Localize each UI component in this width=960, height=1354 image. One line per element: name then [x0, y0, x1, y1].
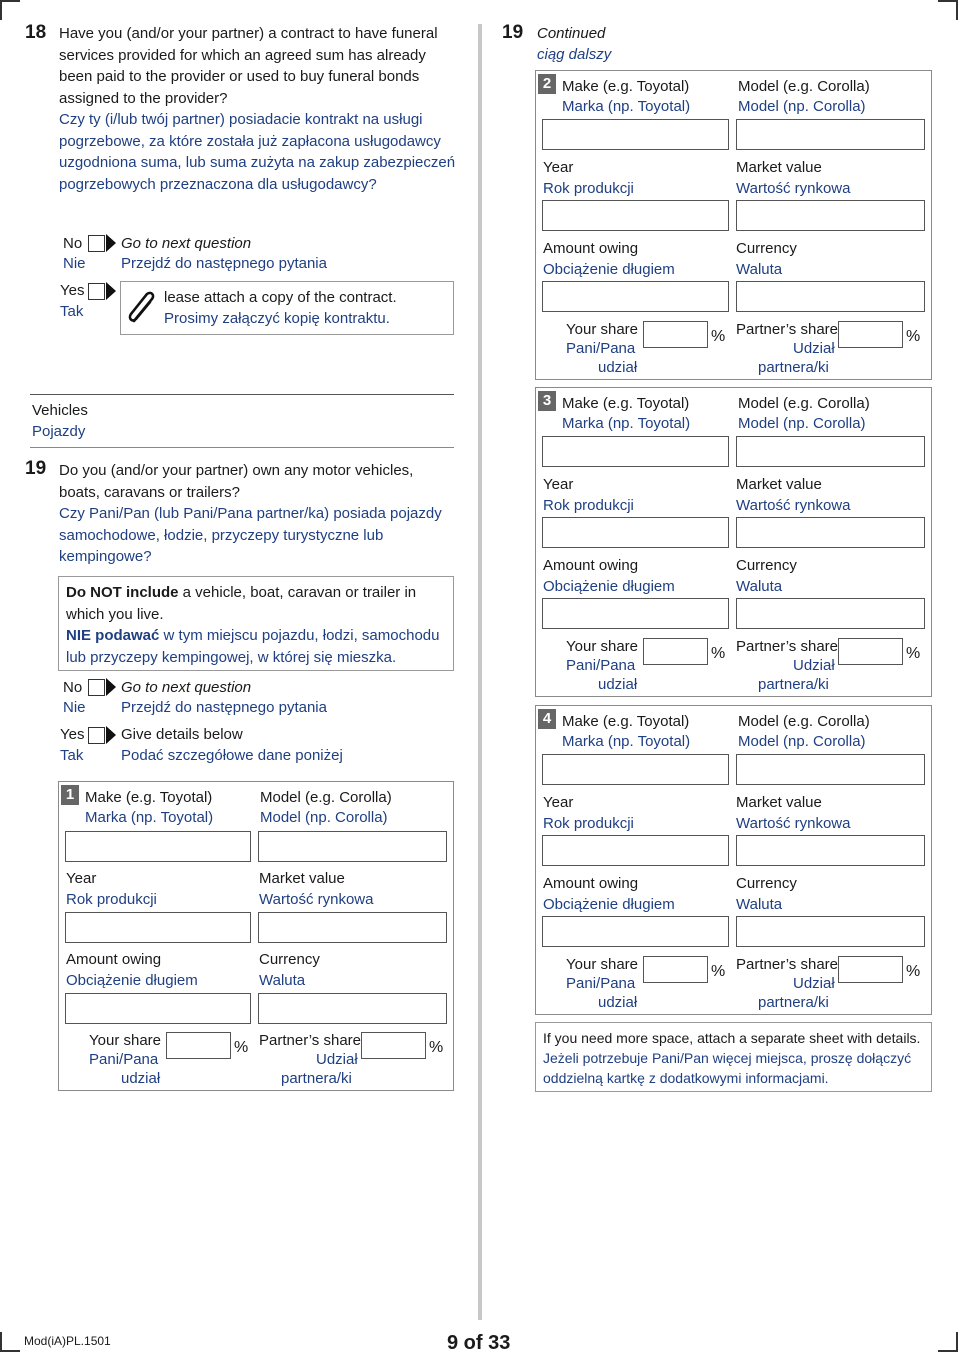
partner-share-input[interactable]: [838, 321, 903, 348]
year-input[interactable]: [542, 200, 729, 231]
amount-owing-input[interactable]: [65, 993, 251, 1024]
partner-share-label-pl: Udział: [793, 657, 835, 674]
amount-owing-input[interactable]: [542, 281, 729, 312]
market-value-label: Market value: [736, 476, 822, 493]
q18-no-label-pl: Nie: [63, 255, 86, 272]
vehicle-number-badge: 4: [538, 709, 556, 729]
amount-owing-label-pl: Obciążenie długiem: [543, 896, 675, 913]
year-input[interactable]: [542, 835, 729, 866]
model-label: Model (e.g. Corolla): [738, 78, 870, 95]
year-label-pl: Rok produkcji: [543, 497, 634, 514]
amount-owing-label: Amount owing: [543, 557, 639, 574]
partner-share-label-pl: Udział: [793, 975, 835, 992]
q19-yes-goto-pl: Podać szczegółowe dane poniżej: [121, 747, 343, 764]
make-label-pl: Marka (np. Toyotal): [562, 415, 691, 432]
market-value-label: Market value: [736, 159, 822, 176]
partner-share-label-pl: partnera/ki: [758, 994, 829, 1011]
q18-pl-line: Czy ty (i/lub twój partner) posiadacie kontrakt na usługi: [59, 111, 423, 128]
q19-note-en: [66, 582, 439, 604]
partner-share-label-pl: partnera/ki: [281, 1070, 352, 1087]
continued-label: Continued: [537, 25, 606, 42]
make-input[interactable]: [542, 754, 729, 785]
your-share-label: Your share: [566, 321, 638, 338]
make-input[interactable]: [542, 119, 729, 150]
q19-note-pl-rest: w tym miejscu pojazdu, łodzi, samochodu: [159, 627, 440, 644]
make-input[interactable]: [542, 436, 729, 467]
column-divider: [478, 24, 482, 1320]
make-label: Make (e.g. Toyotal): [562, 713, 690, 730]
q19-exclusion-text: [66, 582, 439, 668]
section-rule: [30, 447, 454, 448]
q19-note-en-bold: Do NOT include: [66, 584, 179, 601]
model-input[interactable]: [736, 436, 925, 467]
year-label: Year: [543, 476, 574, 493]
your-share-label-pl: udział: [598, 359, 638, 376]
year-label-pl: Rok produkcji: [66, 891, 157, 908]
currency-label: Currency: [736, 240, 797, 257]
q19-no-goto-pl: Przejdź do następnego pytania: [121, 699, 327, 716]
partner-share-input[interactable]: [838, 956, 903, 983]
paperclip-icon: [124, 285, 160, 329]
q18-pl-line: uzgodniona suma, lub suma zużyta na zakup zabezpieczeń: [59, 154, 456, 171]
model-label-pl: Model (np. Corolla): [738, 98, 866, 115]
your-share-input[interactable]: [643, 956, 708, 983]
q18-en-line: services provided for which an agreed sum has already: [59, 46, 426, 64]
your-share-label-pl: udział: [598, 676, 638, 693]
your-share-label: Your share: [89, 1032, 161, 1049]
q19-note-pl-bold: NIE podawać: [66, 627, 160, 644]
amount-owing-label: Amount owing: [543, 875, 639, 892]
q19-yes-goto: Give details below: [121, 726, 243, 743]
vehicle-number-badge: 3: [538, 391, 556, 411]
currency-input[interactable]: [736, 281, 925, 312]
q18-en-line: Have you (and/or your partner) a contract to have funeral: [59, 25, 438, 42]
crop-mark: [0, 1332, 2, 1352]
q19-no-goto: Go to next question: [121, 679, 252, 696]
partner-share-label: Partner’s share: [259, 1032, 361, 1049]
partner-share-label: Partner’s share: [736, 638, 838, 655]
q18-no-label: No: [63, 235, 83, 252]
continued-label-pl: ciąg dalszy: [537, 46, 612, 63]
amount-owing-label-pl: Obciążenie długiem: [543, 261, 675, 278]
q18-no-goto-pl: Przejdź do następnego pytania: [121, 255, 327, 272]
partner-share-label-pl: partnera/ki: [758, 359, 829, 376]
your-share-label-pl: udział: [121, 1070, 161, 1087]
partner-share-label: Partner’s share: [736, 321, 838, 338]
percent-sign: %: [711, 328, 726, 345]
market-value-input[interactable]: [736, 200, 925, 231]
more-space-text: If you need more space, attach a separate sheet with details.: [543, 1030, 921, 1046]
vehicle-number-badge: 2: [538, 74, 556, 94]
currency-label-pl: Waluta: [259, 972, 306, 989]
q19-pl-line: Czy Pani/Pan (lub Pani/Pana partner/ka) posiada pojazdy: [59, 505, 442, 522]
make-label: Make (e.g. Toyotal): [562, 78, 690, 95]
year-label-pl: Rok produkcji: [543, 815, 634, 832]
q19-no-label-pl: Nie: [63, 699, 86, 716]
market-value-label-pl: Wartość rynkowa: [259, 891, 374, 908]
percent-sign: %: [906, 328, 921, 345]
model-label-pl: Model (np. Corolla): [738, 733, 866, 750]
currency-label: Currency: [259, 951, 320, 968]
q18-yes-label: Yes: [60, 282, 85, 299]
amount-owing-label: Amount owing: [543, 240, 639, 257]
percent-sign: %: [711, 645, 726, 662]
arrow-icon: [106, 234, 116, 252]
vehicle-panel-4: [535, 705, 932, 1015]
q18-attach-text-pl: Prosimy załączyć kopię kontraktu.: [164, 310, 390, 327]
market-value-label-pl: Wartość rynkowa: [736, 497, 851, 514]
q19-yes-label: Yes: [60, 726, 85, 743]
percent-sign: %: [711, 963, 726, 980]
amount-owing-input[interactable]: [542, 916, 729, 947]
model-input[interactable]: [736, 119, 925, 150]
market-value-label-pl: Wartość rynkowa: [736, 815, 851, 832]
q19-no-label: No: [63, 679, 83, 696]
q19-text: [59, 460, 442, 568]
q19-en-line: Do you (and/or your partner) own any motor vehicles,: [59, 462, 414, 479]
your-share-label: Your share: [566, 638, 638, 655]
crop-mark: [956, 1332, 958, 1352]
arrow-icon: [106, 678, 116, 696]
more-space-text-pl: oddzielną kartkę z dodatkowymi informacjami.: [543, 1070, 829, 1086]
market-value-label: Market value: [259, 870, 345, 887]
model-label: Model (e.g. Corolla): [260, 789, 392, 806]
your-share-label-pl: Pani/Pana: [89, 1051, 159, 1068]
q18-no-checkbox[interactable]: [88, 235, 105, 252]
q18-attach-text: lease attach a copy of the contract.: [164, 289, 397, 306]
amount-owing-input[interactable]: [542, 598, 729, 629]
partner-share-label-pl: Udział: [316, 1051, 358, 1068]
year-label: Year: [66, 870, 97, 887]
q19-note-en-rest: a vehicle, boat, caravan or trailer in: [178, 584, 417, 601]
model-label: Model (e.g. Corolla): [738, 713, 870, 730]
model-input[interactable]: [258, 831, 447, 862]
vehicle-panel-1: [58, 781, 454, 1091]
partner-share-input[interactable]: [361, 1032, 426, 1059]
amount-owing-label: Amount owing: [66, 951, 162, 968]
make-label-pl: Marka (np. Toyotal): [85, 809, 214, 826]
model-label-pl: Model (np. Corolla): [260, 809, 388, 826]
market-value-input[interactable]: [258, 912, 447, 943]
currency-input[interactable]: [258, 993, 447, 1024]
section-rule: [30, 394, 454, 395]
model-label-pl: Model (np. Corolla): [738, 415, 866, 432]
section-title-vehicles-pl: Pojazdy: [32, 423, 86, 440]
currency-label-pl: Waluta: [736, 261, 783, 278]
arrow-icon: [106, 726, 116, 744]
make-label: Make (e.g. Toyotal): [562, 395, 690, 412]
question-number-19: 19: [25, 458, 47, 479]
question-number-18: 18: [25, 22, 47, 43]
q18-no-goto: Go to next question: [121, 235, 252, 252]
q18-en-line: assigned to the provider?: [59, 89, 228, 107]
your-share-label-pl: Pani/Pana: [566, 340, 636, 357]
your-share-label-pl: udział: [598, 994, 638, 1011]
q18-pl-line: pogrzebowe, za które została już zapłacona usługodawcy: [59, 132, 441, 150]
your-share-input[interactable]: [643, 638, 708, 665]
make-input[interactable]: [65, 831, 251, 862]
make-label: Make (e.g. Toyotal): [85, 789, 213, 806]
partner-share-label: Partner’s share: [736, 956, 838, 973]
q18-pl-line: pogrzebowych przeznaczona dla usługodawcy?: [59, 175, 377, 193]
market-value-input[interactable]: [736, 835, 925, 866]
your-share-label: Your share: [566, 956, 638, 973]
crop-mark: [938, 0, 958, 2]
page-number: 9 of 33: [447, 1332, 511, 1354]
year-input[interactable]: [542, 517, 729, 548]
model-input[interactable]: [736, 754, 925, 785]
vehicle-number-badge: 1: [61, 785, 79, 805]
amount-owing-label-pl: Obciążenie długiem: [66, 972, 198, 989]
partner-share-label-pl: Udział: [793, 340, 835, 357]
currency-input[interactable]: [736, 916, 925, 947]
make-label-pl: Marka (np. Toyotal): [562, 733, 691, 750]
q19-pl-line: kempingowe?: [59, 548, 152, 565]
year-input[interactable]: [65, 912, 251, 943]
your-share-input[interactable]: [643, 321, 708, 348]
currency-label: Currency: [736, 557, 797, 574]
market-value-label: Market value: [736, 794, 822, 811]
percent-sign: %: [234, 1039, 249, 1056]
q18-yes-label-pl: Tak: [60, 303, 84, 320]
model-label: Model (e.g. Corolla): [738, 395, 870, 412]
vehicle-panel-3: [535, 387, 932, 697]
amount-owing-label-pl: Obciążenie długiem: [543, 578, 675, 595]
currency-label-pl: Waluta: [736, 896, 783, 913]
q19-note-en-line2: which you live.: [66, 605, 164, 623]
your-share-input[interactable]: [166, 1032, 231, 1059]
crop-mark: [956, 0, 958, 20]
q18-yes-checkbox[interactable]: [88, 283, 105, 300]
crop-mark: [938, 1350, 958, 1352]
q19-note-pl-line2: lub przyczepy kempingowej, w której się mieszka.: [66, 648, 397, 666]
section-title-vehicles: Vehicles: [32, 402, 88, 419]
q19-yes-label-pl: Tak: [60, 747, 84, 764]
q19-no-checkbox[interactable]: [88, 679, 105, 696]
your-share-label-pl: Pani/Pana: [566, 975, 636, 992]
crop-mark: [0, 0, 2, 20]
year-label: Year: [543, 794, 574, 811]
q19-pl-line: samochodowe, łodzie, przyczepy turystyczne lub: [59, 526, 384, 544]
currency-label-pl: Waluta: [736, 578, 783, 595]
q18-text: [59, 23, 455, 195]
partner-share-label-pl: partnera/ki: [758, 676, 829, 693]
your-share-label-pl: Pani/Pana: [566, 657, 636, 674]
year-label: Year: [543, 159, 574, 176]
crop-mark: [0, 0, 20, 2]
percent-sign: %: [906, 645, 921, 662]
market-value-input[interactable]: [736, 517, 925, 548]
partner-share-input[interactable]: [838, 638, 903, 665]
currency-input[interactable]: [736, 598, 925, 629]
vehicle-panel-2: [535, 70, 932, 380]
q19-en-line: boats, caravans or trailers?: [59, 483, 240, 501]
form-code: Mod(iA)PL.1501: [24, 1334, 111, 1348]
percent-sign: %: [906, 963, 921, 980]
make-label-pl: Marka (np. Toyotal): [562, 98, 691, 115]
more-space-text-pl: Jeżeli potrzebuje Pani/Pan więcej miejsca, proszę dołączyć: [543, 1050, 912, 1066]
market-value-label-pl: Wartość rynkowa: [736, 180, 851, 197]
q19-note-pl: [66, 625, 439, 647]
q19-yes-checkbox[interactable]: [88, 727, 105, 744]
currency-label: Currency: [736, 875, 797, 892]
percent-sign: %: [429, 1039, 444, 1056]
question-number-19-continued: 19: [502, 22, 524, 43]
arrow-icon: [106, 282, 116, 300]
year-label-pl: Rok produkcji: [543, 180, 634, 197]
q18-en-line: been paid to the provider or used to buy funeral bonds: [59, 68, 420, 85]
crop-mark: [0, 1350, 20, 1352]
